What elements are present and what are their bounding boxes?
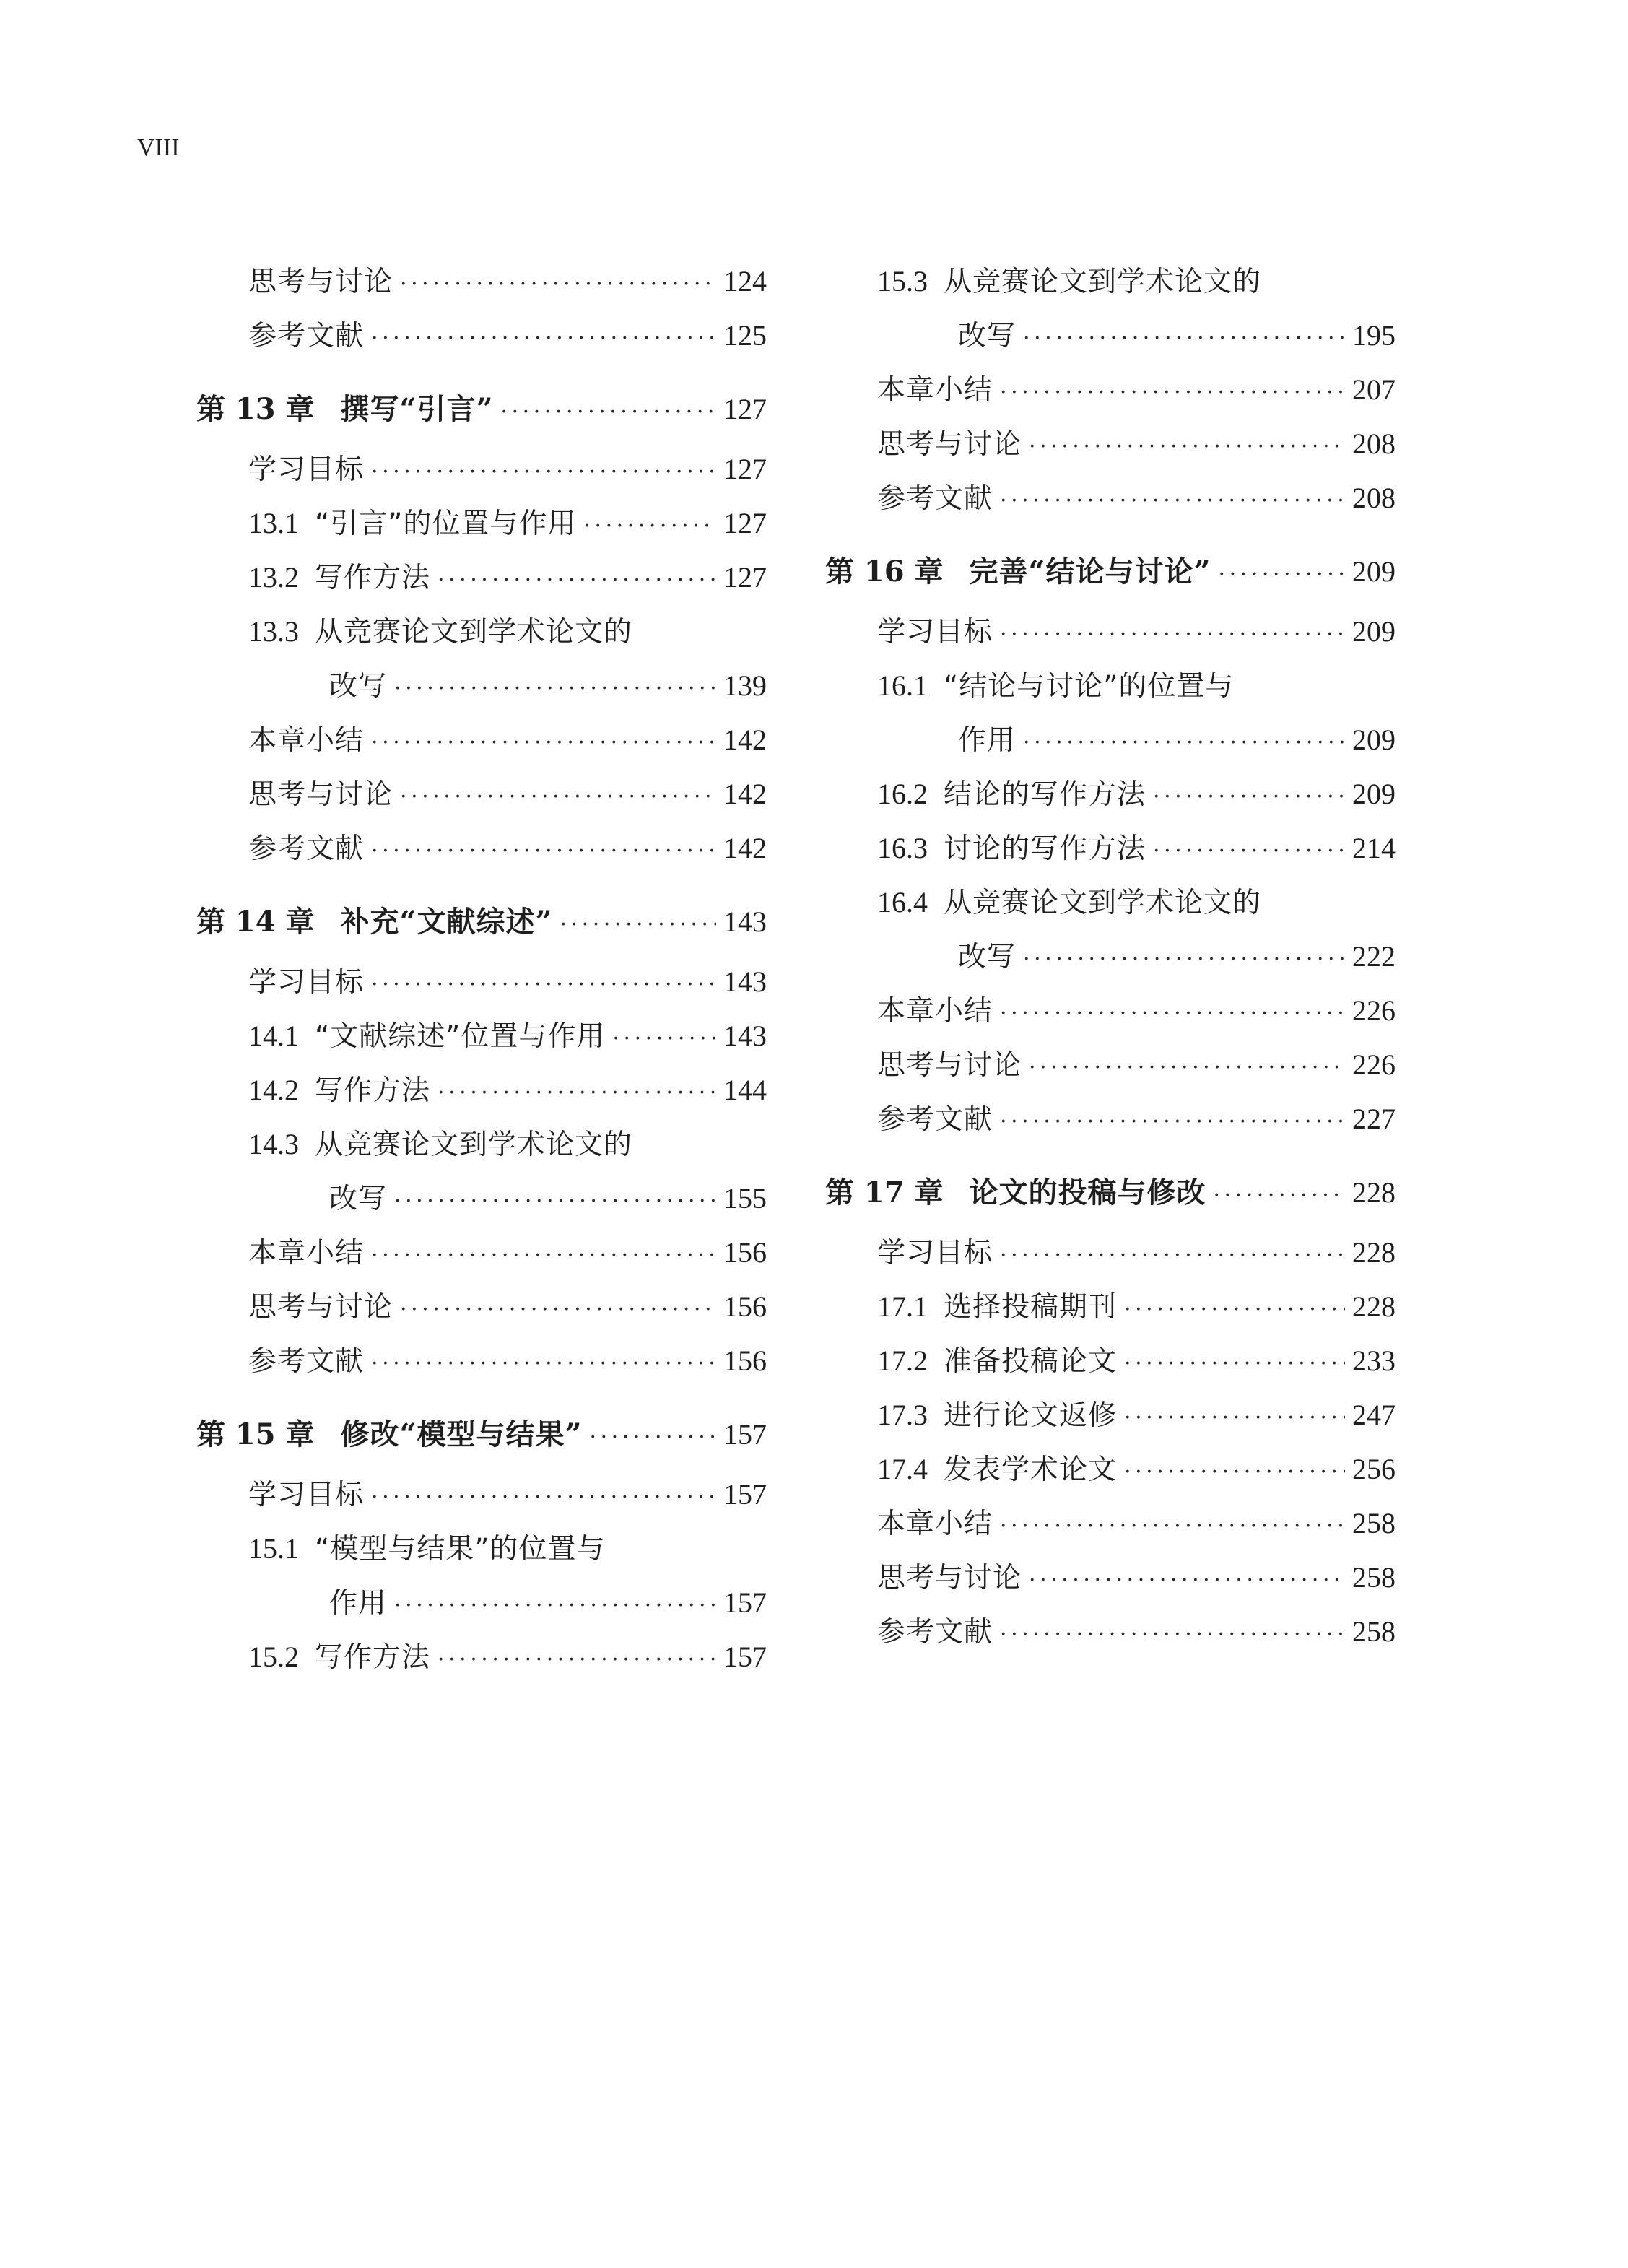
leader-dots bbox=[371, 824, 716, 878]
toc-item-entry[interactable] bbox=[825, 471, 1396, 525]
toc-chapter-entry[interactable] bbox=[196, 362, 767, 442]
leader-dots bbox=[371, 957, 716, 1012]
item-title: 参考文献 bbox=[877, 1616, 993, 1648]
section-title-continued: 改写 bbox=[329, 1183, 388, 1215]
page-ref: 143 bbox=[723, 965, 767, 998]
toc-item-entry[interactable] bbox=[825, 1038, 1396, 1092]
toc-section-entry[interactable] bbox=[825, 821, 1396, 875]
leader-dots bbox=[1029, 420, 1345, 474]
page-ref: 139 bbox=[723, 669, 767, 702]
toc-section-entry[interactable] bbox=[196, 604, 767, 659]
leader-dots bbox=[1000, 365, 1345, 420]
leader-dots bbox=[400, 257, 716, 311]
leader-dots bbox=[371, 1337, 716, 1391]
section-title: “引言”的位置与作用 bbox=[315, 508, 577, 540]
page-ref: 209 bbox=[1352, 615, 1396, 648]
toc-chapter-entry[interactable] bbox=[196, 1388, 767, 1467]
leader-dots bbox=[1124, 1445, 1345, 1499]
item-title: 学习目标 bbox=[877, 616, 993, 648]
toc-section-entry[interactable] bbox=[825, 1388, 1396, 1442]
section-title: 发表学术论文 bbox=[944, 1454, 1118, 1486]
toc-item-entry[interactable] bbox=[196, 767, 767, 821]
leader-dots bbox=[1124, 1391, 1345, 1445]
toc-item-entry[interactable] bbox=[825, 362, 1396, 417]
toc-item-entry[interactable] bbox=[825, 1496, 1396, 1550]
leader-dots bbox=[1000, 1228, 1345, 1282]
page-ref: 124 bbox=[723, 265, 767, 297]
section-title: 讨论的写作方法 bbox=[944, 833, 1146, 865]
toc-section-entry[interactable] bbox=[196, 1009, 767, 1063]
item-title: 思考与讨论 bbox=[877, 428, 1022, 461]
leader-dots bbox=[1219, 535, 1345, 614]
item-title: 本章小结 bbox=[877, 374, 993, 407]
section-number: 13.1 bbox=[248, 507, 299, 539]
toc-item-entry[interactable] bbox=[825, 417, 1396, 471]
page-ref: 155 bbox=[723, 1182, 767, 1215]
leader-dots bbox=[1214, 1156, 1345, 1235]
toc-section-continuation[interactable] bbox=[825, 308, 1396, 362]
toc-section-continuation[interactable] bbox=[825, 713, 1396, 767]
toc-item-entry[interactable] bbox=[196, 821, 767, 875]
section-title-continued: 作用 bbox=[958, 724, 1017, 757]
page-ref: 157 bbox=[723, 1586, 767, 1619]
chapter-number: 第 16 章 bbox=[825, 555, 944, 588]
page-ref: 156 bbox=[723, 1290, 767, 1323]
page-ref: 144 bbox=[723, 1074, 767, 1106]
section-title: 从竞赛论文到学术论文的 bbox=[944, 887, 1262, 919]
page-ref: 143 bbox=[723, 1020, 767, 1052]
page-ref: 208 bbox=[1352, 427, 1396, 460]
page-ref: 195 bbox=[1352, 319, 1396, 352]
toc-item-entry[interactable] bbox=[196, 442, 767, 496]
item-title: 本章小结 bbox=[248, 1237, 365, 1269]
section-number: 15.2 bbox=[248, 1641, 299, 1673]
page-ref: 125 bbox=[723, 319, 767, 352]
leader-dots bbox=[371, 311, 716, 365]
section-title: 结论的写作方法 bbox=[944, 778, 1146, 811]
toc-left-column bbox=[196, 254, 767, 1684]
section-number: 17.4 bbox=[877, 1453, 928, 1485]
toc-item-entry[interactable] bbox=[196, 1334, 767, 1388]
page-ref: 127 bbox=[723, 561, 767, 594]
page-ref: 142 bbox=[723, 778, 767, 810]
page-ref: 127 bbox=[723, 393, 767, 425]
page-ref: 228 bbox=[1352, 1176, 1396, 1209]
toc-item-entry[interactable] bbox=[196, 1467, 767, 1521]
toc-section-entry[interactable] bbox=[825, 1334, 1396, 1388]
toc-section-entry[interactable] bbox=[196, 1521, 767, 1576]
section-title-continued: 改写 bbox=[958, 941, 1017, 973]
chapter-title: 撰写“引言” bbox=[340, 392, 494, 426]
toc-section-entry[interactable] bbox=[196, 550, 767, 604]
page-ref: 228 bbox=[1352, 1290, 1396, 1323]
toc-item-entry[interactable] bbox=[825, 1550, 1396, 1604]
page-number: VIII bbox=[137, 134, 180, 161]
leader-dots bbox=[400, 770, 716, 824]
leader-dots bbox=[438, 553, 716, 607]
page-ref: 226 bbox=[1352, 1048, 1396, 1081]
toc-item-entry[interactable] bbox=[196, 713, 767, 767]
item-title: 思考与讨论 bbox=[248, 778, 393, 811]
leader-dots bbox=[371, 1470, 716, 1524]
page-ref: 127 bbox=[723, 507, 767, 539]
page-ref: 222 bbox=[1352, 940, 1396, 973]
chapter-title: 补充“文献综述” bbox=[340, 905, 553, 939]
page-ref: 157 bbox=[723, 1478, 767, 1511]
toc-section-entry[interactable] bbox=[196, 496, 767, 550]
toc-item-entry[interactable] bbox=[825, 604, 1396, 659]
section-number: 17.2 bbox=[877, 1344, 928, 1377]
section-number: 14.1 bbox=[248, 1020, 299, 1052]
section-title: 从竞赛论文到学术论文的 bbox=[315, 616, 633, 648]
leader-dots bbox=[612, 1012, 716, 1066]
leader-dots bbox=[1124, 1337, 1345, 1391]
toc-item-entry[interactable] bbox=[825, 1092, 1396, 1146]
toc-item-entry[interactable] bbox=[825, 983, 1396, 1038]
toc-item-entry[interactable] bbox=[196, 1225, 767, 1279]
toc-item-entry[interactable] bbox=[196, 254, 767, 308]
item-title: 学习目标 bbox=[248, 453, 365, 486]
page-ref: 233 bbox=[1352, 1344, 1396, 1377]
page-ref: 228 bbox=[1352, 1236, 1396, 1269]
page-ref: 142 bbox=[723, 832, 767, 864]
toc-section-continuation[interactable] bbox=[196, 1576, 767, 1630]
section-number: 16.3 bbox=[877, 832, 928, 864]
page-ref: 258 bbox=[1352, 1507, 1396, 1539]
chapter-number: 第 14 章 bbox=[196, 905, 315, 939]
item-title: 思考与讨论 bbox=[877, 1562, 1022, 1594]
leader-dots bbox=[1000, 474, 1345, 528]
toc-chapter-entry[interactable] bbox=[196, 875, 767, 955]
chapter-title: 修改“模型与结果” bbox=[340, 1417, 583, 1451]
page-ref: 209 bbox=[1352, 724, 1396, 756]
leader-dots bbox=[1124, 1282, 1345, 1337]
leader-dots bbox=[371, 1228, 716, 1282]
page-ref: 127 bbox=[723, 453, 767, 485]
chapter-number: 第 17 章 bbox=[825, 1176, 944, 1209]
toc-item-entry[interactable] bbox=[196, 1279, 767, 1334]
section-title: “文献综述”位置与作用 bbox=[315, 1020, 606, 1053]
leader-dots bbox=[1023, 716, 1345, 770]
item-title: 思考与讨论 bbox=[248, 266, 393, 298]
item-title: 参考文献 bbox=[877, 1103, 993, 1136]
item-title: 本章小结 bbox=[248, 724, 365, 757]
leader-dots bbox=[1153, 770, 1345, 824]
leader-dots bbox=[394, 1578, 716, 1633]
leader-dots bbox=[1023, 932, 1345, 986]
item-title: 参考文献 bbox=[877, 482, 993, 515]
toc-section-entry[interactable] bbox=[825, 254, 1396, 308]
toc-section-entry[interactable] bbox=[196, 1117, 767, 1171]
item-title: 参考文献 bbox=[248, 833, 365, 865]
section-number: 16.1 bbox=[877, 669, 928, 702]
chapter-number: 第 15 章 bbox=[196, 1417, 315, 1451]
toc-right-column bbox=[825, 254, 1396, 1659]
item-title: 学习目标 bbox=[877, 1237, 993, 1269]
page-ref: 157 bbox=[723, 1418, 767, 1451]
page-ref: 214 bbox=[1352, 832, 1396, 864]
section-title: 从竞赛论文到学术论文的 bbox=[944, 266, 1262, 298]
page-ref: 226 bbox=[1352, 994, 1396, 1027]
section-number: 15.3 bbox=[877, 265, 928, 297]
leader-dots bbox=[1000, 1095, 1345, 1149]
toc-item-entry[interactable] bbox=[196, 308, 767, 362]
item-title: 思考与讨论 bbox=[877, 1049, 1022, 1082]
leader-dots bbox=[371, 716, 716, 770]
section-number: 17.3 bbox=[877, 1399, 928, 1431]
page-ref: 142 bbox=[723, 724, 767, 756]
leader-dots bbox=[438, 1633, 716, 1687]
section-title: 写作方法 bbox=[315, 562, 431, 594]
section-number: 13.3 bbox=[248, 615, 299, 648]
leader-dots bbox=[1000, 1607, 1345, 1661]
page-ref: 209 bbox=[1352, 778, 1396, 810]
page-ref: 143 bbox=[723, 905, 767, 938]
toc-section-continuation[interactable] bbox=[196, 1171, 767, 1225]
leader-dots bbox=[560, 885, 716, 965]
section-title: “模型与结果”的位置与 bbox=[315, 1533, 606, 1565]
toc-chapter-entry[interactable] bbox=[825, 1146, 1396, 1225]
section-number: 15.1 bbox=[248, 1532, 299, 1565]
toc-chapter-entry[interactable] bbox=[825, 525, 1396, 604]
leader-dots bbox=[583, 499, 716, 553]
page-ref: 247 bbox=[1352, 1399, 1396, 1431]
item-title: 学习目标 bbox=[248, 966, 365, 999]
section-title: 写作方法 bbox=[315, 1074, 431, 1107]
toc-section-entry[interactable] bbox=[825, 875, 1396, 929]
section-title: 进行论文返修 bbox=[944, 1399, 1118, 1432]
page-ref: 207 bbox=[1352, 373, 1396, 406]
leader-dots bbox=[1000, 607, 1345, 661]
toc-section-continuation[interactable] bbox=[196, 659, 767, 713]
item-title: 本章小结 bbox=[877, 1508, 993, 1540]
toc-section-entry[interactable] bbox=[196, 1063, 767, 1117]
leader-dots bbox=[1029, 1040, 1345, 1095]
item-title: 思考与讨论 bbox=[248, 1291, 393, 1324]
leader-dots bbox=[590, 1398, 716, 1477]
section-title: “结论与讨论”的位置与 bbox=[944, 670, 1235, 703]
page-ref: 258 bbox=[1352, 1615, 1396, 1648]
section-title-continued: 改写 bbox=[958, 320, 1017, 352]
leader-dots bbox=[1023, 311, 1345, 365]
section-title: 从竞赛论文到学术论文的 bbox=[315, 1129, 633, 1161]
section-number: 13.2 bbox=[248, 561, 299, 594]
leader-dots bbox=[1153, 824, 1345, 878]
page-ref: 256 bbox=[1352, 1453, 1396, 1485]
page-ref: 208 bbox=[1352, 482, 1396, 514]
page-ref: 156 bbox=[723, 1344, 767, 1377]
page-ref: 227 bbox=[1352, 1103, 1396, 1135]
item-title: 本章小结 bbox=[877, 995, 993, 1027]
section-title: 写作方法 bbox=[315, 1641, 431, 1674]
section-title: 选择投稿期刊 bbox=[944, 1291, 1118, 1324]
section-number: 14.2 bbox=[248, 1074, 299, 1106]
page-ref: 156 bbox=[723, 1236, 767, 1269]
toc-section-entry[interactable] bbox=[196, 1630, 767, 1684]
toc-item-entry[interactable] bbox=[196, 955, 767, 1009]
item-title: 参考文献 bbox=[248, 320, 365, 352]
leader-dots bbox=[1000, 1499, 1345, 1553]
toc-item-entry[interactable] bbox=[825, 1604, 1396, 1659]
chapter-title: 论文的投稿与修改 bbox=[969, 1176, 1206, 1209]
page-ref: 258 bbox=[1352, 1561, 1396, 1594]
section-number: 16.4 bbox=[877, 886, 928, 918]
page-ref: 157 bbox=[723, 1641, 767, 1673]
section-number: 14.3 bbox=[248, 1128, 299, 1160]
section-number: 17.1 bbox=[877, 1290, 928, 1323]
section-title-continued: 改写 bbox=[329, 670, 388, 703]
item-title: 参考文献 bbox=[248, 1345, 365, 1378]
leader-dots bbox=[394, 661, 716, 716]
chapter-number: 第 13 章 bbox=[196, 392, 315, 426]
leader-dots bbox=[438, 1066, 716, 1120]
section-title-continued: 作用 bbox=[329, 1587, 388, 1620]
leader-dots bbox=[1000, 986, 1345, 1040]
toc-section-entry[interactable] bbox=[825, 1442, 1396, 1496]
toc-section-entry[interactable] bbox=[825, 767, 1396, 821]
leader-dots bbox=[501, 373, 716, 452]
toc-section-continuation[interactable] bbox=[825, 929, 1396, 983]
page-ref: 209 bbox=[1352, 555, 1396, 588]
toc-section-entry[interactable] bbox=[825, 659, 1396, 713]
chapter-title: 完善“结论与讨论” bbox=[969, 555, 1211, 588]
toc-item-entry[interactable] bbox=[825, 1225, 1396, 1279]
item-title: 学习目标 bbox=[248, 1479, 365, 1511]
leader-dots bbox=[371, 445, 716, 499]
leader-dots bbox=[1029, 1553, 1345, 1607]
leader-dots bbox=[394, 1174, 716, 1228]
toc-section-entry[interactable] bbox=[825, 1279, 1396, 1334]
leader-dots bbox=[400, 1282, 716, 1337]
section-number: 16.2 bbox=[877, 778, 928, 810]
section-title: 准备投稿论文 bbox=[944, 1345, 1118, 1378]
